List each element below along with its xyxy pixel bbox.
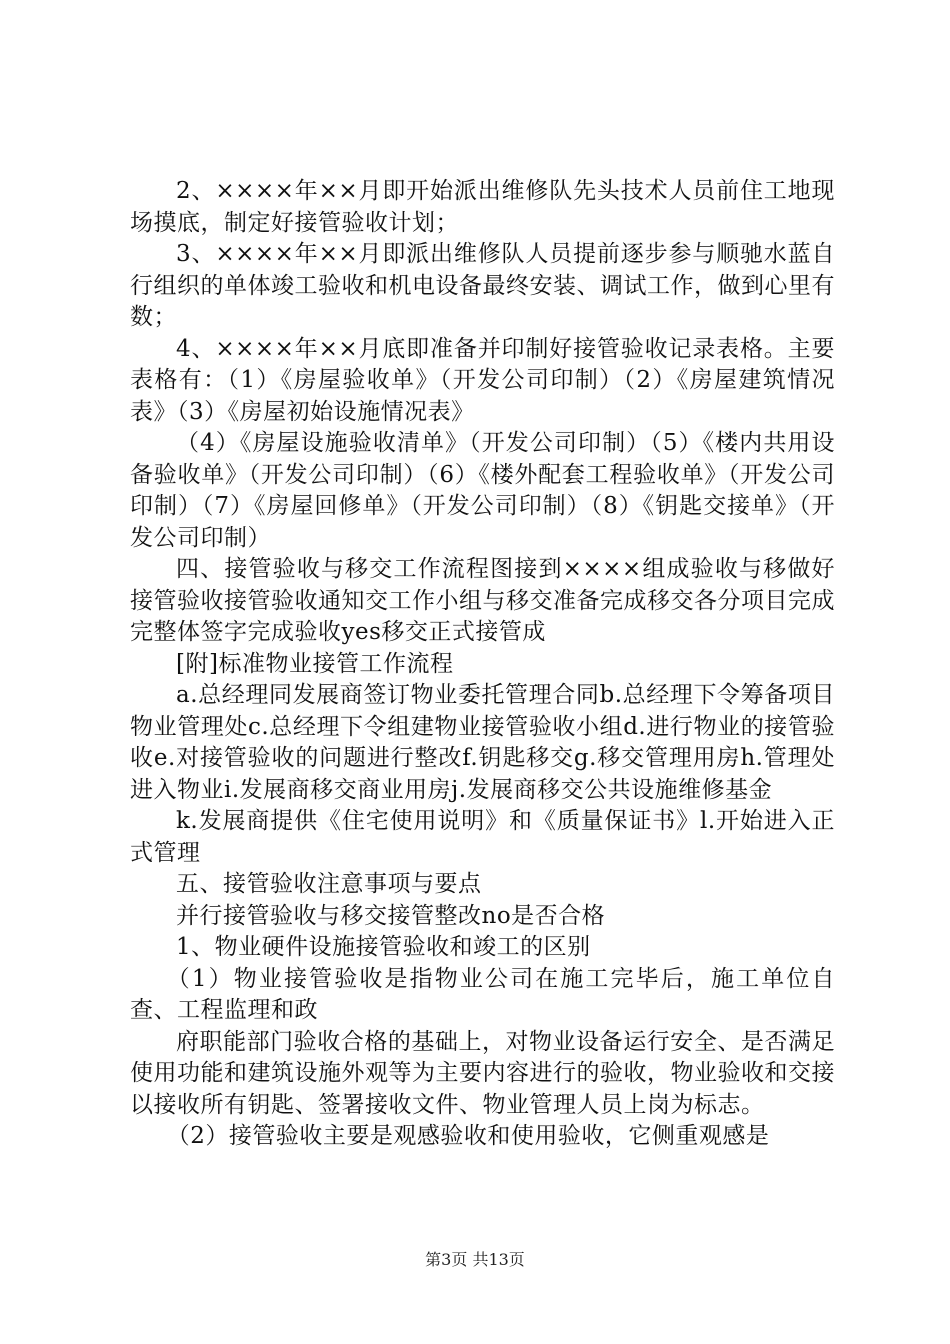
section-heading-5: 五、接管验收注意事项与要点	[176, 871, 482, 897]
paragraph-point-2: （2）接管验收主要是观感验收和使用验收，它侧重观感是	[166, 1123, 770, 1149]
workflow-steps: a.总经理同发展商签订物业委托管理合同b.总经理下令筹备项目物业管理处c.总经理下令组建物业接管验收小组d.进行物业的接管验收e.对接管验收的问题进行整改f.钥匙移交g.移交管理用房h.管理处进入物业i.发展商移交商业用房j.发展商移交公共设施维修基金	[130, 682, 835, 803]
paragraph-point-1-continued: 府职能部门验收合格的基础上，对物业设备运行安全、是否满足使用功能和建筑设施外观等为主要内容进行的验收，物业验收和交接以接收所有钥匙、签署接收文件、物业管理人员上岗为标志。	[130, 1028, 835, 1118]
paragraph-item-3: 3、××××年××月即派出维修队人员提前逐步参与顺驰水蓝自行组织的单体竣工验收和机电设备最终安装、调试工作，做到心里有数；	[130, 241, 835, 330]
paragraph-table-list: （4）《房屋设施验收清单》（开发公司印制）（5）《楼内共用设备验收单》（开发公司印制）（6）《楼外配套工程验收单》（开发公司印制）（7）《房屋回修单》（开发公司印制）（8）《钥匙交接单》（开发公司印制）	[130, 430, 835, 551]
document-body	[130, 176, 835, 1153]
paragraph-point-1: （1）物业接管验收是指物业公司在施工完毕后，施工单位自查、工程监理和政	[130, 965, 835, 1023]
workflow-steps-continued: k.发展商提供《住宅使用说明》和《质量保证书》l.开始进入正式管理	[130, 808, 835, 866]
appendix-heading: [附]标准物业接管工作流程	[176, 650, 454, 677]
page-footer: 第3页 共13页	[425, 1250, 525, 1269]
paragraph-item-2: 2、××××年××月即开始派出维修队先头技术人员前住工地现场摸底，制定好接管验收计划；	[130, 178, 835, 236]
flowchart-residual-text: 并行接管验收与移交接管整改no是否合格	[176, 902, 606, 929]
subsection-heading-1: 1、物业硬件设施接管验收和竣工的区别	[176, 934, 591, 960]
paragraph-item-4: 4、××××年××月底即准备并印制好接管验收记录表格。主要表格有：（1）《房屋验收单》（开发公司印制）（2）《房屋建筑情况表》（3）《房屋初始设施情况表》	[130, 335, 835, 425]
section-heading-4: 四、接管验收与移交工作流程图接到××××组成验收与移做好接管验收接管验收通知交工作小组与移交准备完成移交各分项目完成完整体签字完成验收yes移交正式接管成	[130, 556, 835, 645]
